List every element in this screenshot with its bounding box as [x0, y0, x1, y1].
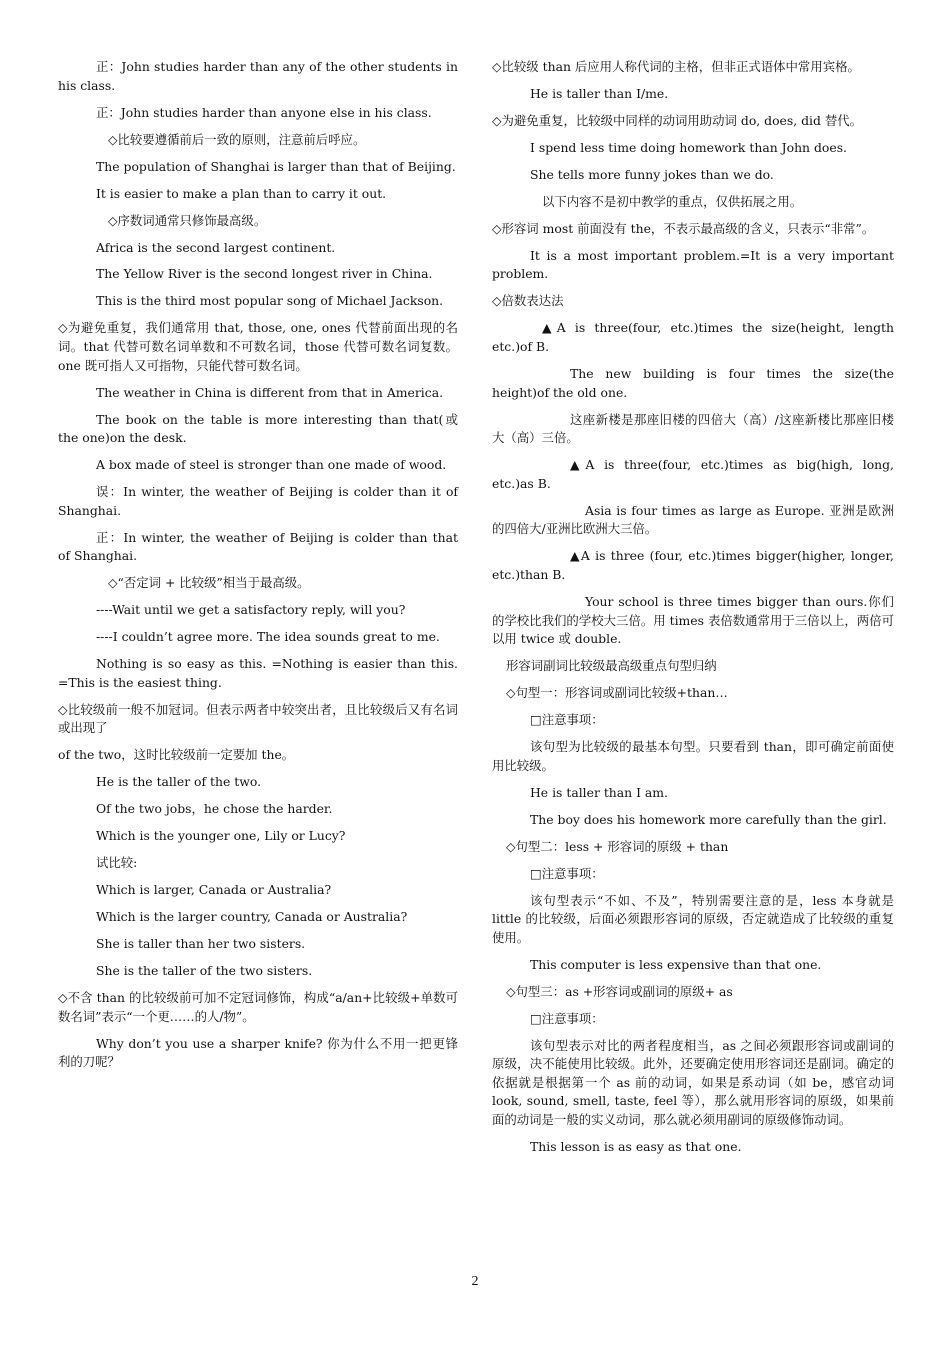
paragraph: The population of Shanghai is larger than that of Beijing.: [96, 158, 456, 174]
paragraph: ◇“否定词 + 比较级”相当于最高级。: [108, 575, 310, 591]
paragraph: ----Wait until we get a satisfactory reply, will you?: [96, 602, 406, 618]
paragraph: ▲A is three(four, etc.)times the size(height, length etc.)of B.: [492, 320, 894, 355]
paragraph: ----I couldn’t agree more. The idea sounds great to me.: [96, 629, 440, 645]
paragraph: 试比较:: [96, 855, 138, 871]
paragraph: Which is the larger country, Canada or Australia?: [96, 909, 408, 925]
paragraph: 该句型表示对比的两者程度相当，as 之间必须跟形容词或副词的原级，决不能使用比较级。此外，还要确定使用形容词还是副词。确定的依据就是根据第一个 as 前的动词，如果是系动词（如 be，感官动词 look, sound, smell, taste, feel 等），那么就用形容词的原级，如果前面的动词是一般的实义动词，那么就必须用副词的原级修饰动词。: [492, 1037, 894, 1128]
paragraph: ◇比较级 than 后应用人称代词的主格，但非正式语体中常用宾格。: [492, 59, 860, 74]
paragraph: I spend less time doing homework than John does.: [530, 139, 847, 155]
paragraph: 该句型表示“不如、不及”，特别需要注意的是，less 本身就是 little 的比较级，后面必须跟形容词的原级，否定就造成了比较级的重复使用。: [492, 892, 894, 945]
paragraph: Of the two jobs，he chose the harder.: [96, 801, 333, 817]
paragraph: ◇句型三：as +形容词或副词的原级+ as: [506, 983, 733, 999]
paragraph: The book on the table is more interesting than that(或 the one)on the desk.: [58, 411, 458, 446]
paragraph: This computer is less expensive than that one.: [530, 956, 822, 972]
paragraph: ◇不含 than 的比较级前可加不定冠词修饰，构成“a/an+比较级+单数可数名词”表示“一个更……的人/物”。: [58, 990, 458, 1024]
paragraph: A box made of steel is stronger than one made of wood.: [96, 457, 447, 473]
paragraph: This lesson is as easy as that one.: [530, 1139, 742, 1155]
paragraph: 正：John studies harder than anyone else in his class.: [96, 104, 432, 120]
paragraph: 以下内容不是初中教学的重点，仅供拓展之用。: [542, 193, 803, 209]
left-column: [58, 58, 458, 1080]
right-column: [492, 58, 894, 1165]
paragraph: This is the third most popular song of Michael Jackson.: [96, 293, 444, 309]
paragraph: ◇句型一：形容词或副词比较级+than…: [506, 685, 728, 701]
paragraph: 误：In winter, the weather of Beijing is colder than it of Shanghai.: [58, 484, 458, 518]
paragraph: Which is the younger one, Lily or Lucy?: [96, 828, 346, 844]
paragraph: ◇倍数表达法: [492, 293, 564, 309]
paragraph: 正：In winter, the weather of Beijing is colder than that of Shanghai.: [58, 529, 458, 564]
paragraph: 正：John studies harder than any of the other students in his class.: [58, 59, 458, 93]
page-number: 2: [471, 1274, 479, 1289]
paragraph: Asia is four times as large as Europe. 亚洲是欧洲的四倍大/亚洲比欧洲大三倍。: [492, 502, 894, 537]
paragraph: He is the taller of the two.: [96, 774, 262, 790]
paragraph: ◇比较要遵循前后一致的原则，注意前后呼应。: [108, 131, 366, 147]
paragraph: ◇序数词通常只修饰最高级。: [108, 212, 267, 228]
paragraph: 这座新楼是那座旧楼的四倍大（高）/这座新楼比那座旧楼大（高）三倍。: [492, 411, 894, 446]
paragraph: ◇比较级前一般不加冠词。但表示两者中较突出者，且比较级后又有名词或出现了: [58, 701, 458, 736]
paragraph: The weather in China is different from that in America.: [96, 384, 444, 400]
paragraph: He is taller than I/me.: [530, 85, 669, 101]
paragraph: The Yellow River is the second longest river in China.: [96, 266, 433, 282]
paragraph: ◇形容词 most 前面没有 the，不表示最高级的含义，只表示“非常”。: [492, 220, 875, 236]
paragraph: 形容词副词比较级最高级重点句型归纳: [506, 658, 717, 674]
paragraph: ◇为避免重复，比较级中同样的动词用助动词 do, does, did 替代。: [492, 112, 863, 128]
paragraph: ▲A is three (four, etc.)times bigger(higher, longer, etc.)than B.: [492, 548, 894, 582]
paragraph: □注意事项：: [530, 1010, 604, 1026]
paragraph: She is taller than her two sisters.: [96, 936, 306, 952]
paragraph: □注意事项：: [530, 712, 604, 728]
paragraph: ▲A is three(four, etc.)times as big(high, long, etc.)as B.: [492, 457, 894, 491]
paragraph: The boy does his homework more carefully than the girl.: [530, 811, 887, 827]
paragraph: Which is larger, Canada or Australia?: [96, 882, 332, 898]
paragraph: Why don’t you use a sharper knife? 你为什么不用一把更锋利的刀呢？: [58, 1035, 458, 1070]
paragraph: Africa is the second largest continent.: [96, 239, 336, 255]
paragraph: Nothing is so easy as this. =Nothing is easier than this. =This is the easiest thing.: [58, 656, 458, 690]
paragraph: The new building is four times the size(the height)of the old one.: [492, 366, 894, 400]
paragraph: It is a most important problem.=It is a very important problem.: [492, 247, 894, 282]
paragraph: She is the taller of the two sisters.: [96, 963, 313, 979]
paragraph: It is easier to make a plan than to carry it out.: [96, 185, 387, 201]
paragraph: of the two，这时比较级前一定要加 the。: [58, 747, 295, 763]
paragraph: □注意事项：: [530, 865, 604, 881]
paragraph: ◇为避免重复，我们通常用 that, those, one, ones 代替前面出现的名词。that 代替可数名词单数和不可数名词，those 代替可数名词复数。one 既可指人又可指物，只能代替可数名词。: [58, 320, 458, 373]
paragraph: ◇句型二：less + 形容词的原级 + than: [506, 838, 729, 854]
paragraph: Your school is three times bigger than ours.你们的学校比我们的学校大三倍。用 times 表倍数通常用于三倍以上，两倍可以用 twice 或 double.: [492, 593, 894, 647]
paragraph: She tells more funny jokes than we do.: [530, 166, 774, 182]
paragraph: 该句型为比较级的最基本句型。只要看到 than，即可确定前面使用比较级。: [492, 739, 894, 773]
paragraph: He is taller than I am.: [530, 784, 668, 800]
